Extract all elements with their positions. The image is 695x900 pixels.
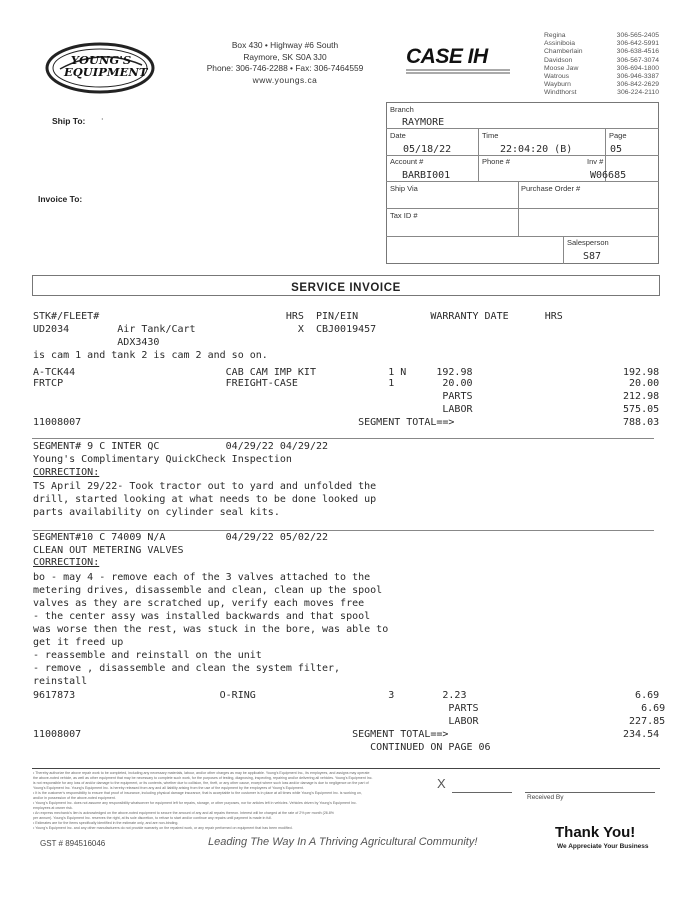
signature-line xyxy=(452,792,512,793)
line-26: - remove , disassemble and clean the system filter, xyxy=(33,663,341,674)
tax-id-label: Tax ID # xyxy=(390,211,418,220)
salesperson-value: S87 xyxy=(583,251,602,262)
branch-row: Chamberlain 306-638-4516 xyxy=(544,48,659,56)
line-17: CLEAN OUT METERING VALVES xyxy=(33,545,184,556)
ship-to-label: Ship To: xyxy=(52,116,86,126)
line-19: bo - may 4 - remove each of the 3 valves attached to the xyxy=(33,572,371,583)
invoice-to-label: Invoice To: xyxy=(38,194,83,204)
case-ih-logo xyxy=(406,46,514,78)
invoice-title: SERVICE INVOICE xyxy=(291,282,401,294)
line-20: metering drives, disassemble and clean, clean up the spool xyxy=(33,585,383,596)
line-11: Young's Complimentary QuickCheck Inspection xyxy=(33,454,292,465)
title-bar xyxy=(32,275,660,296)
account-value: BARBI001 xyxy=(402,170,451,181)
line-5: A-TCK44 CAB CAM IMP KIT 1 N 192.98 192.98 xyxy=(33,367,660,378)
ship-via-label: Ship Via xyxy=(390,184,418,193)
branch-value: RAYMORE xyxy=(402,117,445,128)
inv-label: Inv # xyxy=(587,157,604,166)
line-12: CORRECTION: xyxy=(33,467,100,478)
branch-row: Assiniboia 306-642-5991 xyxy=(544,40,659,48)
branch-row: Regina 306-565-2405 xyxy=(544,32,659,39)
line-16: SEGMENT#10 C 74009 N/A 04/29/22 05/02/22 xyxy=(33,532,329,543)
line-2: UD2034 Air Tank/Cart X CBJ0019457 xyxy=(33,324,377,335)
phone-fax: Phone: 306-746-2288 • Fax: 306-7464559 xyxy=(206,63,364,73)
tagline: Leading The Way In A Thriving Agricultural Community! xyxy=(208,836,478,848)
terms-fine-print: • Thereby authorize the above repair work to be completed, including any necessary materials, labour, and/or other charges as may be applicable. Young's Equipment Inc., its employees, and assigns may operate the above-noted vehicle, as well as other equipment that may be necessary to complete such work, for the purposes of testing, diagnosing, inspecting, repairing and/or delivering all vehicles. Young's Equipment Inc. is not responsible for any loss of and/or damage to the equipment, or its contents, whether due to collision, fire, theft, or any other cause, except where such loss and/or damage is due to negligence on the part of Young's Equipment Inc. Young's Equipment Inc. is hereby released from any and all liability arising from the use of the equipment by the employees of Young's Equipment. • It is the customer's responsibility to ensure that proof of insurance, including physical damage insurance, that is acceptable to the customer is in place at all times while Young's Equipment Inc. is working on, and/or in possession of the above-noted equipment. • Young's Equipment Inc. does not assume any responsibility whatsoever for equipment left for repairs, storage, or other purposes, nor for articles left in vehicles. Vehicles driven by Young's Equipment Inc. employees at owner risk. • An express mechanic's lien is acknowledged on the above-noted equipment to secure the amount of any and all repairs thereon. Interest will be charged at the rate of 2% per month (26.8% per annum). Young's Equipment Inc. reserves the right, at its sole discretion, to refuse to start and/or continue any repairs until payment is made in full. • Estimates are for the items specifically identified in the estimate only, and are non-binding. • Young's Equipment Inc. and any other manufacturers do not provide warranty on the repaired work, or any repair performed on equipment that has been modified. xyxy=(33,771,373,830)
page-label: Page xyxy=(609,131,627,140)
website: www.youngs.ca xyxy=(252,74,318,85)
line-27: reinstall xyxy=(33,676,88,687)
signature-x-mark: X xyxy=(437,776,446,791)
line-9: 11008007 SEGMENT TOTAL==> 788.03 xyxy=(33,417,660,428)
page-value: 05 xyxy=(610,144,623,155)
phone-label: Phone # xyxy=(482,157,510,166)
branch-label: Branch xyxy=(390,105,414,114)
account-label: Account # xyxy=(390,157,424,166)
line-6: FRTCP FREIGHT-CASE 1 20.00 20.00 xyxy=(33,378,660,389)
line-24: get it freed up xyxy=(33,637,124,648)
salesperson-label: Salesperson xyxy=(567,238,609,247)
gst-number: GST # 894516046 xyxy=(40,839,106,848)
address-line-2: Raymore, SK S0A 3J0 xyxy=(243,51,327,62)
received-by-line xyxy=(525,792,655,793)
line-30: LABOR 227.85 xyxy=(33,716,666,727)
company-logo xyxy=(44,41,156,95)
branch-row: Watrous 306-946-3387 xyxy=(544,73,659,81)
branch-row: Wayburn 306-842-2629 xyxy=(544,81,659,89)
thank-you: Thank You! xyxy=(555,824,636,841)
branch-row: Moose Jaw 306-694-1800 xyxy=(544,64,659,72)
line-14: drill, started looking at what needs to be done looked up xyxy=(33,494,377,505)
line-22: - the center assy was installed backwards and that spool xyxy=(33,611,371,622)
branch-list xyxy=(544,32,659,98)
address-line-1: Box 430 • Highway #6 South xyxy=(231,40,339,50)
date-value: 05/18/22 xyxy=(403,144,452,155)
received-by-label: Received By xyxy=(527,794,564,801)
company-address xyxy=(180,40,390,86)
branch-row: Davidson 306-567-3074 xyxy=(544,56,659,64)
line-25: - reassemble and reinstall on the unit xyxy=(33,650,262,661)
line-7: PARTS 212.98 xyxy=(33,391,660,402)
line-23: was worse then the rest, was stuck in the bore, was able to xyxy=(33,624,389,635)
line-8: LABOR 575.05 xyxy=(33,404,660,415)
branch-row: Windthorst 306-224-2110 xyxy=(544,89,659,97)
line-13: TS April 29/22- Took tractor out to yard and unfolded the xyxy=(33,481,377,492)
ship-to-mark: · xyxy=(101,115,104,124)
line-29: PARTS 6.69 xyxy=(33,703,666,714)
brand-stripes-icon xyxy=(406,68,514,76)
line-15: parts availability on cylinder seal kits. xyxy=(33,507,280,518)
logo-text: YOUNG'S EQUIPMENT xyxy=(64,53,148,79)
line-31: 11008007 SEGMENT TOTAL==> 234.54 xyxy=(33,729,660,740)
line-4: is cam 1 and tank 2 is cam 2 and so on. xyxy=(33,350,268,361)
inv-value: W06685 xyxy=(590,170,627,181)
time-value: 22:04:20 (B) xyxy=(500,144,573,155)
line-21: valves as they are scratched up, verify each moves free xyxy=(33,598,365,609)
line-3: ADX3430 xyxy=(33,337,160,348)
brand-text: CASE IH xyxy=(406,45,488,68)
time-label: Time xyxy=(482,131,499,140)
date-label: Date xyxy=(390,131,406,140)
purchase-order-label: Purchase Order # xyxy=(521,184,581,193)
line-10: SEGMENT# 9 C INTER QC 04/29/22 04/29/22 xyxy=(33,441,329,452)
line-1: STK#/FLEET# HRS PIN/EIN WARRANTY DATE HRS xyxy=(33,311,563,322)
line-28: 9617873 O-RING 3 2.23 6.69 xyxy=(33,690,660,701)
line-32: CONTINUED ON PAGE 06 xyxy=(33,742,491,753)
appreciate-text: We Appreciate Your Business xyxy=(557,843,649,850)
line-18: CORRECTION: xyxy=(33,557,100,568)
